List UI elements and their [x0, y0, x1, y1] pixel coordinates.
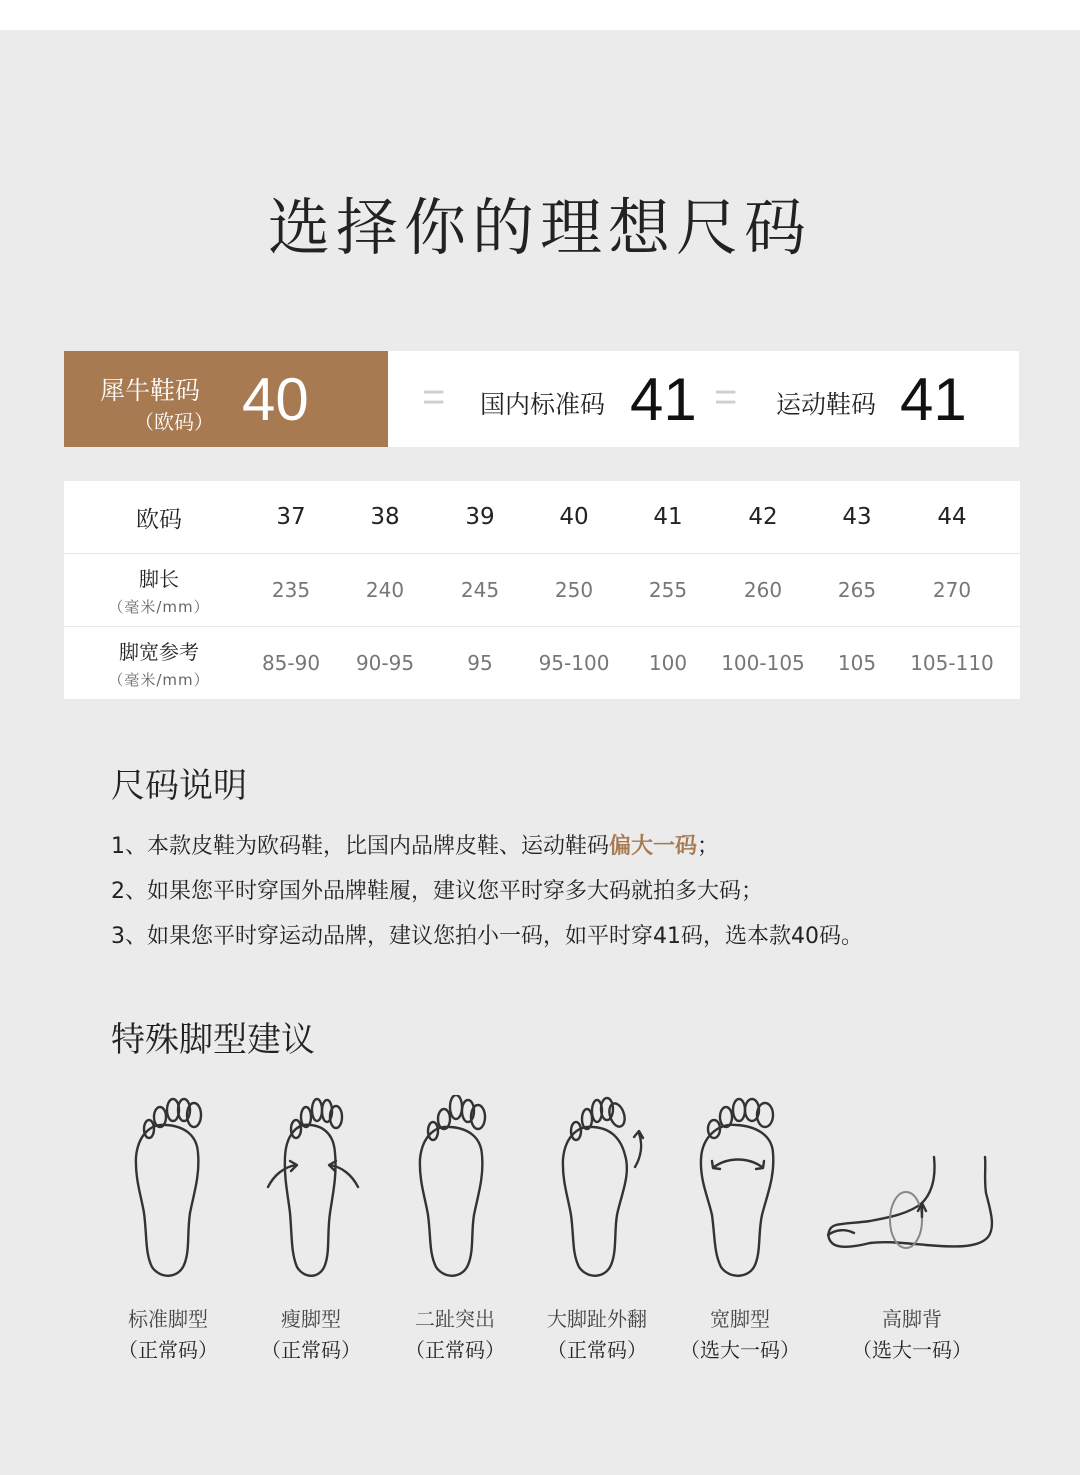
- brand-size-value: 40: [242, 366, 309, 433]
- foot-type-name: 宽脚型: [710, 1307, 770, 1331]
- table-cell: 95: [467, 651, 493, 675]
- foot-type-name: 瘦脚型: [281, 1307, 341, 1331]
- table-row-foot-width: [64, 627, 1020, 699]
- foot-type-advice: （正常码）: [547, 1338, 647, 1362]
- foot-types-heading: 特殊脚型建议: [111, 1020, 315, 1060]
- long-second-toe-foot-icon: [402, 1095, 502, 1285]
- row-header: [64, 627, 254, 699]
- note-text: ；: [697, 834, 720, 859]
- table-cell: 41: [653, 504, 683, 530]
- table-cell: 240: [365, 578, 405, 602]
- brand-size-block: [64, 351, 388, 447]
- sport-size-value: 41: [900, 366, 967, 433]
- table-cell: 37: [276, 504, 306, 530]
- equals-sign: =: [422, 375, 446, 419]
- table-cell: 105-110: [910, 651, 994, 675]
- brand-size-sublabel: （欧码）: [134, 410, 214, 434]
- row-header: [64, 554, 254, 626]
- table-cell: 245: [460, 578, 500, 602]
- table-cell: 250: [554, 578, 594, 602]
- table-cell: 42: [748, 504, 778, 530]
- note-highlight: 偏大一码: [609, 834, 698, 859]
- table-cell: 255: [648, 578, 688, 602]
- table-cell: 100-105: [721, 651, 805, 675]
- table-cell: 95-100: [538, 651, 610, 675]
- foot-type-caption: [88, 1304, 248, 1366]
- size-note-2: 2、如果您平时穿国外品牌鞋履，建议您平时穿多大码就拍多大码；: [111, 879, 763, 904]
- table-cell: 44: [937, 504, 967, 530]
- table-row-eu-size: [64, 481, 1020, 554]
- high-instep-foot-icon: [822, 1095, 1002, 1285]
- table-cell: 105: [837, 651, 877, 675]
- foot-type-caption: [660, 1304, 820, 1366]
- foot-type-caption: [832, 1304, 992, 1366]
- foot-type-advice: （选大一码）: [852, 1338, 972, 1362]
- table-cell: 39: [465, 504, 495, 530]
- table-cell: 100: [648, 651, 688, 675]
- size-note-3: 3、如果您平时穿运动品牌，建议您拍小一码，如平时穿41码，选本款40码。: [111, 924, 863, 949]
- foot-type-name: 二趾突出: [415, 1307, 495, 1331]
- row-header-unit: （毫米/mm）: [108, 671, 210, 689]
- foot-type-caption: [231, 1304, 391, 1366]
- brand-size-label: 犀牛鞋码: [100, 376, 201, 405]
- narrow-foot-icon: [260, 1095, 360, 1285]
- table-cell: 235: [271, 578, 311, 602]
- foot-type-advice: （选大一码）: [680, 1338, 800, 1362]
- equals-sign: =: [714, 375, 738, 419]
- table-cell: 265: [837, 578, 877, 602]
- size-equivalence-band: [64, 351, 1019, 447]
- table-cell: 270: [932, 578, 972, 602]
- row-header-unit: （毫米/mm）: [108, 598, 210, 616]
- row-header: [64, 481, 254, 553]
- row-header-label: 脚长: [139, 567, 179, 591]
- table-cell: 38: [370, 504, 400, 530]
- table-row-foot-length: [64, 554, 1020, 627]
- bunion-foot-icon: [545, 1095, 655, 1285]
- standard-foot-icon: [118, 1095, 218, 1285]
- wide-foot-icon: [688, 1095, 788, 1285]
- foot-type-name: 高脚背: [882, 1307, 942, 1331]
- foot-type-caption: [375, 1304, 535, 1366]
- sport-size-label: 运动鞋码: [776, 390, 877, 419]
- note-text: 1、本款皮鞋为欧码鞋，比国内品牌皮鞋、运动鞋码: [111, 834, 609, 859]
- row-header-label: 欧码: [136, 506, 182, 533]
- page-title: 选择你的理想尺码: [267, 191, 812, 264]
- size-chart-table: [64, 481, 1020, 699]
- table-cell: 40: [559, 504, 589, 530]
- foot-type-advice: （正常码）: [405, 1338, 505, 1362]
- foot-type-name: 大脚趾外翻: [547, 1307, 647, 1331]
- foot-type-caption: [517, 1304, 677, 1366]
- table-cell: 43: [842, 504, 872, 530]
- foot-type-advice: （正常码）: [118, 1338, 218, 1362]
- foot-type-advice: （正常码）: [261, 1338, 361, 1362]
- table-cell: 90-95: [355, 651, 415, 675]
- size-note-1: [111, 829, 719, 860]
- domestic-size-value: 41: [630, 366, 697, 433]
- foot-type-name: 标准脚型: [128, 1307, 208, 1331]
- table-cell: 85-90: [261, 651, 321, 675]
- table-cell: 260: [743, 578, 783, 602]
- size-notes-heading: 尺码说明: [111, 766, 247, 806]
- row-header-label: 脚宽参考: [119, 640, 199, 664]
- domestic-size-label: 国内标准码: [480, 390, 606, 419]
